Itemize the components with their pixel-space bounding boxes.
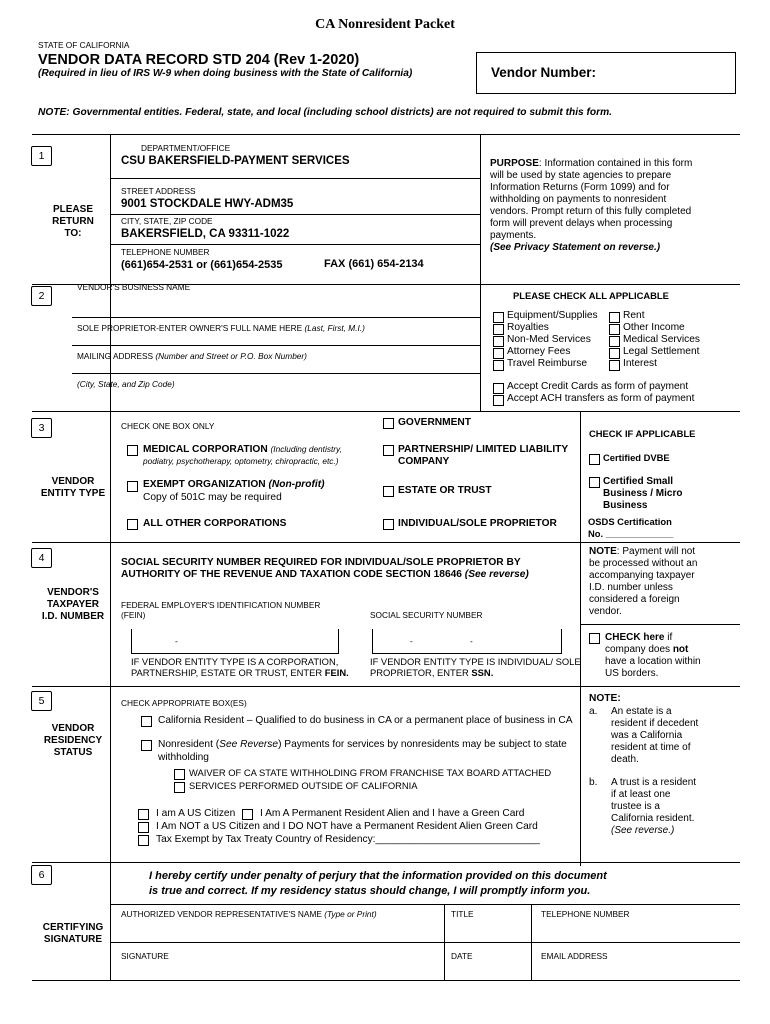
date-field[interactable]: DATE: [451, 951, 473, 961]
services-outside-label: SERVICES PERFORMED OUTSIDE OF CALIFORNIA: [189, 780, 418, 791]
certified-small-business-label: Certified Small Business / Micro Business: [603, 476, 683, 511]
not-us-citizen-label: I Am NOT a US Citizen and I DO NOT have a Permanent Resident Alien Green Card: [156, 821, 538, 832]
foreign-vendor-note: CHECK here if company does not have a location within US borders.: [605, 632, 701, 679]
estate-trust-label: ESTATE OR TRUST: [398, 485, 492, 496]
checkbox-accept-ach[interactable]: [493, 395, 504, 406]
telephone-field[interactable]: TELEPHONE NUMBER: [541, 909, 630, 919]
note-a-text: An estate is a resident if decedent was a California resident at time of death.: [611, 706, 699, 765]
fein-dash: -: [175, 636, 178, 646]
state-label: STATE OF CALIFORNIA: [38, 40, 130, 50]
residency-note-title: NOTE:: [589, 693, 621, 704]
waiver-label: WAIVER OF CA STATE WITHHOLDING FROM FRANCHISE TAX BOARD ATTACHED: [189, 767, 552, 778]
checkbox-individual-sole-proprietor[interactable]: [383, 519, 394, 530]
vendor-number-box[interactable]: [476, 52, 736, 94]
accept-credit-cards-label: Accept Credit Cards as form of payment: [507, 381, 689, 392]
section-4-number: 4: [31, 548, 52, 568]
government-label: GOVERNMENT: [398, 417, 472, 428]
checkbox-certified-dvbe[interactable]: [589, 454, 600, 465]
purpose-paragraph: PURPOSE: Information contained in this form will be used by state agencies to prepare Information Returns (Form 1099) and for withholding on payments to nonresident vendors. Prompt return of this fully completed form will prevent delays when processing payments. (See Privacy Statement on reverse.): [490, 158, 693, 253]
corporation-fein-note: IF VENDOR ENTITY TYPE IS A CORPORATION, PARTNERSHIP, ESTATE OR TRUST, ENTER FEIN.: [131, 656, 349, 678]
tax-exempt-label: Tax Exempt by Tax Treaty Country of Residency:_____________________________: [156, 834, 540, 845]
option-medical-services: Medical Services: [623, 334, 700, 345]
option-legal-settlement: Legal Settlement: [623, 346, 700, 357]
city-state-zip-label: CITY, STATE, ZIP CODE: [121, 216, 213, 226]
telephone-value: (661)654-2531 or (661)654-2535: [121, 259, 283, 271]
checkbox-exempt-organization[interactable]: [127, 481, 138, 492]
vendor-number-label: Vendor Number:: [491, 65, 597, 80]
checkbox-legal-settlement[interactable]: [609, 348, 620, 359]
certified-dvbe-label: Certified DVBE: [603, 452, 670, 463]
governmental-note: NOTE: Governmental entities. Federal, state, and local (including school districts) are not required to submit this form.: [38, 107, 612, 118]
checkbox-waiver[interactable]: [174, 769, 185, 780]
fein-label: FEDERAL EMPLOYER'S IDENTIFICATION NUMBER (FEIN): [121, 600, 321, 620]
email-field[interactable]: EMAIL ADDRESS: [541, 951, 608, 961]
checkbox-all-other-corporations[interactable]: [127, 519, 138, 530]
checkbox-equipment-supplies[interactable]: [493, 312, 504, 323]
note-b-label: b.: [589, 777, 598, 788]
section-5-number: 5: [31, 691, 52, 711]
payment-note: NOTE: Payment will not be processed without an accompanying taxpayer I.D. number unless considered a foreign vendor.: [589, 546, 698, 617]
certifying-signature-label: CERTIFYING SIGNATURE: [42, 922, 104, 945]
ssn-dash-2: -: [470, 636, 473, 646]
accept-ach-label: Accept ACH transfers as form of payment: [507, 393, 695, 404]
check-if-applicable-title: CHECK IF APPLICABLE: [589, 428, 696, 439]
option-interest: Interest: [623, 358, 657, 369]
representative-name-field[interactable]: AUTHORIZED VENDOR REPRESENTATIVE'S NAME (Type or Print): [121, 909, 377, 919]
title-field[interactable]: TITLE: [451, 909, 474, 919]
individual-ssn-note: IF VENDOR ENTITY TYPE IS INDIVIDUAL/ SOLE PROPRIETOR, ENTER SSN.: [370, 656, 581, 678]
street-address-label: STREET ADDRESS: [121, 186, 196, 196]
packet-title: CA Nonresident Packet: [315, 17, 455, 32]
checkbox-permanent-resident[interactable]: [242, 809, 253, 820]
osds-number-field[interactable]: No. _____________: [588, 528, 674, 539]
please-return-to-label: PLEASE RETURN TO:: [52, 204, 94, 239]
check-all-applicable-title: PLEASE CHECK ALL APPLICABLE: [513, 290, 669, 301]
option-travel-reimburse: Travel Reimburse: [507, 358, 588, 369]
check-one-box-label: CHECK ONE BOX ONLY: [121, 421, 215, 431]
checkbox-rent[interactable]: [609, 312, 620, 323]
all-other-corporations-label: ALL OTHER CORPORATIONS: [143, 518, 287, 529]
checkbox-services-outside[interactable]: [174, 782, 185, 793]
osds-certification-label: OSDS Certification: [588, 516, 672, 527]
checkbox-interest[interactable]: [609, 360, 620, 371]
dept-office-label: DEPARTMENT/OFFICE: [141, 143, 231, 153]
checkbox-other-income[interactable]: [609, 324, 620, 335]
partnership-llc-label: PARTNERSHIP/ LIMITED LIABILITY COMPANY: [398, 444, 569, 467]
ssn-label: SOCIAL SECURITY NUMBER: [370, 610, 483, 620]
checkbox-estate-trust[interactable]: [383, 486, 394, 497]
signature-field[interactable]: SIGNATURE: [121, 951, 169, 961]
fein-input[interactable]: [131, 629, 339, 653]
section-2-number: 2: [31, 286, 52, 306]
ssn-requirement-text: SOCIAL SECURITY NUMBER REQUIRED FOR INDIVIDUAL/SOLE PROPRIETOR BY AUTHORITY OF THE REVENUE AND TAXATION CODE SECTION 18646 (See reverse): [121, 557, 529, 580]
note-b-text: A trust is a resident if at least one trustee is a California resident. (See reverse.): [611, 777, 697, 836]
individual-sole-proprietor-label: INDIVIDUAL/SOLE PROPRIETOR: [398, 518, 557, 529]
street-address-value: 9001 STOCKDALE HWY-ADM35: [121, 198, 294, 210]
city-state-zip-hint: (City, State, and Zip Code): [77, 379, 175, 389]
section-1-number: 1: [31, 146, 52, 166]
medical-corporation-label: MEDICAL CORPORATION (Including dentistry,: [143, 444, 342, 455]
nonresident-label: Nonresident (See Reverse) Payments for services by nonresidents may be subject to state: [158, 739, 567, 750]
checkbox-foreign-vendor[interactable]: [589, 633, 600, 644]
dept-office-value: CSU BAKERSFIELD-PAYMENT SERVICES: [121, 155, 350, 167]
checkbox-attorney-fees[interactable]: [493, 348, 504, 359]
checkbox-medical-corporation[interactable]: [127, 445, 138, 456]
ssn-dash-1: -: [410, 636, 413, 646]
fax-value: FAX (661) 654-2134: [324, 258, 424, 270]
vendor-residency-status-label: VENDOR RESIDENCY STATUS: [43, 723, 103, 758]
mailing-address-label: MAILING ADDRESS (Number and Street or P.O. Box Number): [77, 351, 307, 361]
checkbox-partnership-llc[interactable]: [383, 445, 394, 456]
option-equipment-supplies: Equipment/Supplies: [507, 310, 598, 321]
section-3-number: 3: [31, 418, 52, 438]
vendor-entity-type-label: VENDOR ENTITY TYPE: [40, 476, 106, 499]
city-state-zip-value: BAKERSFIELD, CA 93311-1022: [121, 228, 290, 240]
sole-proprietor-label: SOLE PROPRIETOR-ENTER OWNER'S FULL NAME HERE (Last, First, M.I.): [77, 323, 365, 333]
section-6-number: 6: [31, 865, 52, 885]
telephone-label: TELEPHONE NUMBER: [121, 247, 210, 257]
business-name-label: VENDOR'S BUSINESS NAME: [77, 282, 191, 292]
california-resident-label: California Resident – Qualified to do business in CA or a permanent place of business in CA: [158, 715, 573, 726]
checkbox-tax-exempt[interactable]: [138, 835, 149, 846]
checkbox-medical-services[interactable]: [609, 336, 620, 347]
checkbox-accept-credit-cards[interactable]: [493, 383, 504, 394]
exempt-organization-label: EXEMPT ORGANIZATION (Non-profit): [143, 479, 325, 490]
option-attorney-fees: Attorney Fees: [507, 346, 571, 357]
checkbox-california-resident[interactable]: [141, 716, 152, 727]
us-citizen-label: I am A US Citizen: [156, 808, 236, 819]
permanent-resident-label: I Am A Permanent Resident Alien and I have a Green Card: [260, 808, 525, 819]
vendor-taxpayer-id-label: VENDOR'S TAXPAYER I.D. NUMBER: [41, 587, 105, 622]
check-appropriate-label: CHECK APPROPRIATE BOX(ES): [121, 698, 247, 708]
option-other-income: Other Income: [623, 322, 685, 333]
ssn-input[interactable]: [372, 629, 562, 653]
note-a-label: a.: [589, 706, 598, 717]
form-subtitle: (Required in lieu of IRS W-9 when doing business with the State of California): [38, 68, 413, 79]
withholding-label: withholding: [158, 752, 209, 763]
option-rent: Rent: [623, 310, 645, 321]
checkbox-non-med-services[interactable]: [493, 336, 504, 347]
checkbox-royalties[interactable]: [493, 324, 504, 335]
checkbox-government[interactable]: [383, 418, 394, 429]
checkbox-not-us-citizen[interactable]: [138, 822, 149, 833]
checkbox-certified-small-business[interactable]: [589, 477, 600, 488]
checkbox-travel-reimburse[interactable]: [493, 360, 504, 371]
option-royalties: Royalties: [507, 322, 549, 333]
certification-statement: I hereby certify under penalty of perjury that the information provided on this document is true and correct. If my residency status should change, I will promptly inform you.: [149, 870, 607, 897]
form-title: VENDOR DATA RECORD STD 204 (Rev 1-2020): [38, 52, 360, 68]
checkbox-us-citizen[interactable]: [138, 809, 149, 820]
exempt-copy-note: Copy of 501C may be required: [143, 492, 282, 503]
option-non-med-services: Non-Med Services: [507, 334, 591, 345]
medical-corporation-hint: podiatry, psychotherapy, optometry, chiropractic, etc.): [143, 456, 339, 466]
checkbox-nonresident[interactable]: [141, 740, 152, 751]
